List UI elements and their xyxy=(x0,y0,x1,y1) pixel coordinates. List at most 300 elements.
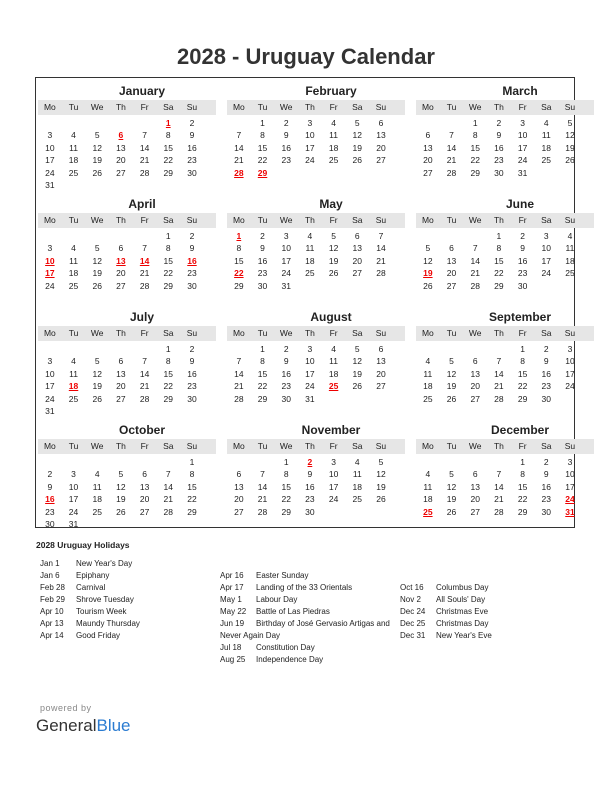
day[interactable]: 22 xyxy=(163,381,174,392)
day[interactable]: 5 xyxy=(449,469,454,480)
day[interactable]: 16 xyxy=(187,368,197,379)
day[interactable]: 7 xyxy=(496,469,502,480)
day[interactable]: 29 xyxy=(517,506,528,517)
day[interactable]: 24 xyxy=(45,393,55,404)
day[interactable]: 13 xyxy=(376,356,386,367)
day[interactable]: 11 xyxy=(329,356,338,367)
day[interactable]: 10 xyxy=(305,356,315,367)
day[interactable]: 3 xyxy=(331,457,336,467)
day[interactable]: 25 xyxy=(68,280,79,291)
day[interactable]: 16 xyxy=(517,255,528,266)
day[interactable]: 28 xyxy=(139,280,150,291)
day[interactable]: 11 xyxy=(423,368,433,379)
day[interactable]: 29 xyxy=(163,167,174,178)
day[interactable]: 23 xyxy=(281,381,291,392)
day[interactable]: 5 xyxy=(94,243,100,254)
day[interactable]: 21 xyxy=(446,155,457,166)
day[interactable]: 2 xyxy=(260,231,265,241)
day[interactable]: 13 xyxy=(116,368,126,379)
day[interactable]: 26 xyxy=(352,155,363,166)
day[interactable]: 21 xyxy=(494,494,504,505)
day[interactable]: 18 xyxy=(68,155,79,166)
holiday-day[interactable]: 16 xyxy=(45,494,55,505)
day[interactable]: 9 xyxy=(496,130,502,141)
day[interactable]: 7 xyxy=(165,469,171,480)
day[interactable]: 23 xyxy=(45,506,55,517)
day[interactable]: 17 xyxy=(541,255,552,266)
day[interactable]: 16 xyxy=(494,142,504,153)
day[interactable]: 25 xyxy=(541,155,552,166)
day[interactable]: 15 xyxy=(470,142,480,153)
day[interactable]: 7 xyxy=(236,356,242,367)
day[interactable]: 29 xyxy=(163,393,174,404)
day[interactable]: 10 xyxy=(517,130,528,141)
day[interactable]: 12 xyxy=(446,481,457,492)
day[interactable]: 21 xyxy=(139,268,150,279)
day[interactable]: 3 xyxy=(567,457,573,467)
day[interactable]: 8 xyxy=(260,356,265,367)
day[interactable]: 29 xyxy=(517,393,528,404)
day[interactable]: 5 xyxy=(567,118,573,128)
holiday-day[interactable]: 29 xyxy=(257,167,268,178)
day[interactable]: 23 xyxy=(257,268,268,279)
holiday-day[interactable]: 31 xyxy=(565,506,575,517)
day[interactable]: 17 xyxy=(45,381,55,392)
holiday-day[interactable]: 13 xyxy=(116,255,126,266)
day[interactable]: 31 xyxy=(305,393,315,404)
day[interactable]: 18 xyxy=(565,255,575,266)
day[interactable]: 3 xyxy=(567,344,573,354)
day[interactable]: 5 xyxy=(118,469,124,480)
day[interactable]: 3 xyxy=(283,231,289,241)
day[interactable]: 24 xyxy=(45,167,55,178)
day[interactable]: 6 xyxy=(236,469,242,480)
day[interactable]: 8 xyxy=(236,243,242,254)
day[interactable]: 16 xyxy=(305,481,315,492)
day[interactable]: 9 xyxy=(283,130,289,141)
day[interactable]: 29 xyxy=(234,280,244,291)
day[interactable]: 31 xyxy=(517,167,528,178)
day[interactable]: 22 xyxy=(517,494,528,505)
day[interactable]: 9 xyxy=(47,481,53,492)
day[interactable]: 31 xyxy=(45,179,55,190)
day[interactable]: 5 xyxy=(449,356,454,367)
day[interactable]: 12 xyxy=(565,130,575,141)
day[interactable]: 16 xyxy=(281,368,291,379)
day[interactable]: 9 xyxy=(260,243,265,254)
day[interactable]: 19 xyxy=(92,268,102,279)
day[interactable]: 22 xyxy=(281,494,291,505)
day[interactable]: 15 xyxy=(281,481,291,492)
day[interactable]: 18 xyxy=(305,255,315,266)
day[interactable]: 25 xyxy=(328,155,339,166)
day[interactable]: 20 xyxy=(423,155,433,166)
day[interactable]: 23 xyxy=(494,155,504,166)
day[interactable]: 17 xyxy=(281,255,291,266)
day[interactable]: 6 xyxy=(449,243,454,254)
holiday-day[interactable]: 25 xyxy=(423,506,433,517)
day[interactable]: 17 xyxy=(517,142,528,153)
day[interactable]: 3 xyxy=(47,243,53,254)
day[interactable]: 22 xyxy=(257,381,268,392)
day[interactable]: 1 xyxy=(520,344,525,354)
day[interactable]: 10 xyxy=(305,130,315,141)
day[interactable]: 6 xyxy=(118,356,124,367)
day[interactable]: 27 xyxy=(116,167,126,178)
day[interactable]: 17 xyxy=(305,142,315,153)
day[interactable]: 20 xyxy=(470,494,480,505)
day[interactable]: 26 xyxy=(423,280,433,291)
day[interactable]: 26 xyxy=(328,268,339,279)
day[interactable]: 12 xyxy=(376,469,386,480)
day[interactable]: 7 xyxy=(496,356,502,367)
day[interactable]: 30 xyxy=(187,167,197,178)
day[interactable]: 17 xyxy=(45,155,55,166)
day[interactable]: 24 xyxy=(305,155,315,166)
day[interactable]: 2 xyxy=(189,231,195,241)
day[interactable]: 22 xyxy=(257,155,268,166)
day[interactable]: 27 xyxy=(446,280,457,291)
day[interactable]: 29 xyxy=(187,506,197,517)
day[interactable]: 29 xyxy=(281,506,291,517)
day[interactable]: 8 xyxy=(260,130,265,141)
day[interactable]: 1 xyxy=(260,118,265,128)
day[interactable]: 7 xyxy=(260,469,265,480)
day[interactable]: 30 xyxy=(541,506,552,517)
day[interactable]: 9 xyxy=(189,243,195,254)
day[interactable]: 20 xyxy=(352,255,363,266)
holiday-day[interactable]: 28 xyxy=(234,167,244,178)
day[interactable]: 12 xyxy=(352,356,363,367)
day[interactable]: 8 xyxy=(165,130,171,141)
day[interactable]: 28 xyxy=(139,167,150,178)
day[interactable]: 24 xyxy=(45,280,55,291)
day[interactable]: 15 xyxy=(187,481,197,492)
day[interactable]: 28 xyxy=(234,393,244,404)
day[interactable]: 6 xyxy=(378,118,384,128)
day[interactable]: 4 xyxy=(71,243,76,254)
day[interactable]: 27 xyxy=(470,506,480,517)
day[interactable]: 26 xyxy=(92,280,102,291)
day[interactable]: 8 xyxy=(496,243,502,254)
day[interactable]: 14 xyxy=(470,255,480,266)
day[interactable]: 18 xyxy=(423,494,433,505)
day[interactable]: 7 xyxy=(142,243,147,254)
day[interactable]: 15 xyxy=(234,255,244,266)
day[interactable]: 23 xyxy=(187,381,197,392)
holiday-day[interactable]: 14 xyxy=(139,255,150,266)
day[interactable]: 15 xyxy=(257,368,268,379)
day[interactable]: 18 xyxy=(423,381,433,392)
day[interactable]: 13 xyxy=(352,243,363,254)
day[interactable]: 14 xyxy=(446,142,457,153)
day[interactable]: 21 xyxy=(470,268,480,279)
day[interactable]: 16 xyxy=(541,368,552,379)
day[interactable]: 14 xyxy=(163,481,174,492)
day[interactable]: 20 xyxy=(116,268,126,279)
day[interactable]: 12 xyxy=(423,255,433,266)
day[interactable]: 19 xyxy=(352,142,363,153)
day[interactable]: 7 xyxy=(236,130,242,141)
day[interactable]: 1 xyxy=(520,457,525,467)
day[interactable]: 12 xyxy=(92,255,102,266)
day[interactable]: 21 xyxy=(234,381,244,392)
day[interactable]: 28 xyxy=(139,393,150,404)
day[interactable]: 26 xyxy=(116,506,126,517)
day[interactable]: 8 xyxy=(283,469,289,480)
day[interactable]: 2 xyxy=(189,344,195,354)
day[interactable]: 30 xyxy=(257,280,268,291)
day[interactable]: 4 xyxy=(71,130,76,141)
day[interactable]: 22 xyxy=(163,155,174,166)
holiday-day[interactable]: 2 xyxy=(307,457,313,467)
day[interactable]: 18 xyxy=(328,142,339,153)
day[interactable]: 23 xyxy=(541,494,552,505)
day[interactable]: 4 xyxy=(425,356,431,367)
day[interactable]: 30 xyxy=(187,280,197,291)
day[interactable]: 30 xyxy=(517,280,528,291)
generalblue-logo[interactable] xyxy=(36,716,131,736)
day[interactable]: 10 xyxy=(541,243,552,254)
day[interactable]: 5 xyxy=(354,344,360,354)
day[interactable]: 26 xyxy=(446,393,457,404)
day[interactable]: 18 xyxy=(541,142,552,153)
day[interactable]: 22 xyxy=(494,268,504,279)
day[interactable]: 19 xyxy=(352,368,363,379)
day[interactable]: 7 xyxy=(142,130,147,141)
day[interactable]: 21 xyxy=(494,381,504,392)
day[interactable]: 24 xyxy=(68,506,79,517)
day[interactable]: 29 xyxy=(257,393,268,404)
day[interactable]: 28 xyxy=(446,167,457,178)
day[interactable]: 25 xyxy=(423,393,433,404)
day[interactable]: 4 xyxy=(331,118,336,128)
day[interactable]: 27 xyxy=(376,381,386,392)
day[interactable]: 13 xyxy=(470,481,480,492)
day[interactable]: 19 xyxy=(328,255,339,266)
day[interactable]: 31 xyxy=(45,405,55,416)
day[interactable]: 13 xyxy=(234,481,244,492)
day[interactable]: 19 xyxy=(92,155,102,166)
day[interactable]: 16 xyxy=(187,142,197,153)
day[interactable]: 28 xyxy=(376,268,386,279)
day[interactable]: 11 xyxy=(305,243,315,254)
day[interactable]: 4 xyxy=(307,231,313,241)
day[interactable]: 17 xyxy=(565,481,575,492)
day[interactable]: 25 xyxy=(352,494,363,505)
day[interactable]: 13 xyxy=(139,481,150,492)
day[interactable]: 9 xyxy=(543,469,549,480)
day[interactable]: 6 xyxy=(142,469,147,480)
day[interactable]: 7 xyxy=(378,231,384,241)
day[interactable]: 28 xyxy=(257,506,268,517)
day[interactable]: 15 xyxy=(163,142,174,153)
day[interactable]: 23 xyxy=(517,268,528,279)
day[interactable]: 14 xyxy=(257,481,268,492)
day[interactable]: 8 xyxy=(165,243,171,254)
day[interactable]: 27 xyxy=(352,268,363,279)
day[interactable]: 23 xyxy=(281,155,291,166)
day[interactable]: 24 xyxy=(328,494,339,505)
holiday-day[interactable]: 17 xyxy=(45,268,55,279)
day[interactable]: 5 xyxy=(425,243,431,254)
day[interactable]: 19 xyxy=(376,481,386,492)
day[interactable]: 17 xyxy=(328,481,339,492)
day[interactable]: 20 xyxy=(470,381,480,392)
day[interactable]: 20 xyxy=(234,494,244,505)
day[interactable]: 1 xyxy=(189,457,195,467)
day[interactable]: 30 xyxy=(187,393,197,404)
holiday-day[interactable]: 1 xyxy=(236,231,242,241)
day[interactable]: 20 xyxy=(116,381,126,392)
day[interactable]: 1 xyxy=(283,457,289,467)
day[interactable]: 19 xyxy=(116,494,126,505)
day[interactable]: 14 xyxy=(234,368,244,379)
day[interactable]: 10 xyxy=(328,469,339,480)
day[interactable]: 2 xyxy=(543,344,549,354)
day[interactable]: 28 xyxy=(494,393,504,404)
day[interactable]: 26 xyxy=(446,506,457,517)
day[interactable]: 29 xyxy=(494,280,504,291)
holiday-day[interactable]: 19 xyxy=(423,268,433,279)
day[interactable]: 5 xyxy=(354,118,360,128)
day[interactable]: 8 xyxy=(189,469,195,480)
day[interactable]: 12 xyxy=(116,481,126,492)
day[interactable]: 13 xyxy=(116,142,126,153)
day[interactable]: 12 xyxy=(352,130,363,141)
day[interactable]: 24 xyxy=(281,268,291,279)
day[interactable]: 27 xyxy=(423,167,433,178)
day[interactable]: 11 xyxy=(423,481,433,492)
day[interactable]: 27 xyxy=(116,393,126,404)
day[interactable]: 12 xyxy=(92,142,102,153)
day[interactable]: 21 xyxy=(376,255,386,266)
day[interactable]: 17 xyxy=(305,368,315,379)
day[interactable]: 11 xyxy=(565,243,575,254)
day[interactable]: 26 xyxy=(352,381,363,392)
day[interactable]: 5 xyxy=(94,130,100,141)
day[interactable]: 11 xyxy=(329,130,338,141)
day[interactable]: 13 xyxy=(423,142,433,153)
day[interactable]: 29 xyxy=(163,280,174,291)
day[interactable]: 4 xyxy=(71,356,76,367)
day[interactable]: 8 xyxy=(520,469,525,480)
day[interactable]: 21 xyxy=(257,494,268,505)
day[interactable]: 15 xyxy=(163,255,174,266)
day[interactable]: 30 xyxy=(281,393,291,404)
day[interactable]: 4 xyxy=(354,457,360,467)
holiday-day[interactable]: 25 xyxy=(328,381,339,392)
day[interactable]: 3 xyxy=(307,118,313,128)
day[interactable]: 8 xyxy=(165,356,171,367)
day[interactable]: 14 xyxy=(376,243,386,254)
day[interactable]: 13 xyxy=(470,368,480,379)
day[interactable]: 6 xyxy=(472,356,478,367)
day[interactable]: 2 xyxy=(47,469,53,480)
day[interactable]: 30 xyxy=(541,393,552,404)
day[interactable]: 19 xyxy=(446,494,457,505)
day[interactable]: 10 xyxy=(45,368,55,379)
day[interactable]: 2 xyxy=(543,457,549,467)
day[interactable]: 19 xyxy=(446,381,457,392)
day[interactable]: 15 xyxy=(517,368,528,379)
day[interactable]: 6 xyxy=(425,130,431,141)
day[interactable]: 16 xyxy=(257,255,268,266)
day[interactable]: 14 xyxy=(139,142,150,153)
day[interactable]: 14 xyxy=(494,368,504,379)
day[interactable]: 7 xyxy=(472,243,478,254)
day[interactable]: 24 xyxy=(305,381,315,392)
day[interactable]: 5 xyxy=(94,356,100,367)
day[interactable]: 9 xyxy=(307,469,313,480)
day[interactable]: 3 xyxy=(71,469,76,480)
day[interactable]: 22 xyxy=(470,155,480,166)
day[interactable]: 10 xyxy=(565,356,575,367)
day[interactable]: 22 xyxy=(517,381,528,392)
day[interactable]: 9 xyxy=(543,356,549,367)
holiday-day[interactable]: 16 xyxy=(187,255,197,266)
day[interactable]: 3 xyxy=(520,118,525,128)
day[interactable]: 18 xyxy=(68,268,79,279)
holiday-day[interactable]: 22 xyxy=(234,268,244,279)
day[interactable]: 15 xyxy=(517,481,528,492)
day[interactable]: 1 xyxy=(496,231,502,241)
day[interactable]: 20 xyxy=(446,268,457,279)
day[interactable]: 14 xyxy=(234,142,244,153)
day[interactable]: 26 xyxy=(376,494,386,505)
day[interactable]: 14 xyxy=(139,368,150,379)
day[interactable]: 14 xyxy=(494,481,504,492)
day[interactable]: 26 xyxy=(92,167,102,178)
day[interactable]: 17 xyxy=(565,368,575,379)
day[interactable]: 18 xyxy=(328,368,339,379)
day[interactable]: 23 xyxy=(187,155,197,166)
day[interactable]: 12 xyxy=(446,368,457,379)
day[interactable]: 1 xyxy=(165,231,171,241)
holiday-day[interactable]: 1 xyxy=(165,118,171,128)
day[interactable]: 9 xyxy=(189,130,195,141)
day[interactable]: 19 xyxy=(92,381,102,392)
day[interactable]: 12 xyxy=(92,368,102,379)
day[interactable]: 10 xyxy=(565,469,575,480)
day[interactable]: 16 xyxy=(541,481,552,492)
day[interactable]: 1 xyxy=(260,344,265,354)
day[interactable]: 2 xyxy=(189,118,195,128)
day[interactable]: 26 xyxy=(565,155,575,166)
day[interactable]: 27 xyxy=(470,393,480,404)
day[interactable]: 31 xyxy=(281,280,291,291)
day[interactable]: 27 xyxy=(234,506,244,517)
day[interactable]: 23 xyxy=(187,268,197,279)
day[interactable]: 26 xyxy=(92,393,102,404)
day[interactable]: 21 xyxy=(139,155,150,166)
day[interactable]: 13 xyxy=(446,255,457,266)
day[interactable]: 20 xyxy=(376,368,386,379)
day[interactable]: 21 xyxy=(139,381,150,392)
day[interactable]: 7 xyxy=(449,130,454,141)
day[interactable]: 30 xyxy=(45,518,55,529)
day[interactable]: 11 xyxy=(352,469,362,480)
day[interactable]: 28 xyxy=(494,506,504,517)
day[interactable]: 4 xyxy=(331,344,336,354)
day[interactable]: 23 xyxy=(305,494,315,505)
day[interactable]: 2 xyxy=(520,231,525,241)
day[interactable]: 20 xyxy=(376,142,386,153)
day[interactable]: 10 xyxy=(281,243,291,254)
day[interactable]: 3 xyxy=(307,344,313,354)
day[interactable]: 1 xyxy=(165,344,171,354)
day[interactable]: 2 xyxy=(283,344,289,354)
